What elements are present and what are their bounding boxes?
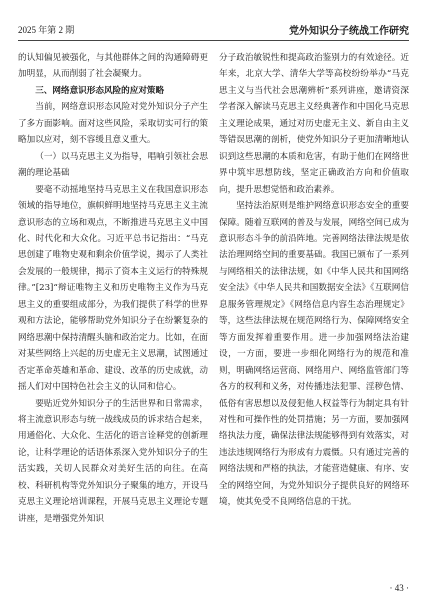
paragraph-continued: 的认知偏见被强化，与其他群体之间的沟通障碍更加明显，从而削弱了社会凝聚力。	[18, 53, 208, 80]
right-column	[219, 50, 409, 511]
section-heading: 三、网络意识形态风险的应对策略	[35, 85, 165, 96]
journal-title: 党外知识分子统战工作研究	[289, 26, 409, 37]
page-number: · 43 ·	[389, 583, 409, 593]
page-header	[18, 20, 409, 41]
paragraph: 要贴近党外知识分子的生活世界和日常需求，将主流意识形态与统一战线成员的诉求结合起来，用通俗化、大众化、生活化的语言诠释党的创新理论，让科学理论的话语体系深入党外知识分子的生活实践，关切人民群众对美好生活的向往。在高校、科研机构等党外知识分子聚集的地方，开设马克思主义理论培训课程，开展马克思主义理论专题讲座，是增强党外知识	[18, 398, 208, 524]
paragraph: 要毫不动摇地坚持马克思主义在我国意识形态领域的指导地位，旗帜鲜明地坚持马克思主义主流意识形态的立场和观点，不断推进马克思主义中国化、时代化和大众化。习近平总书记指出：“马克思创建了唯物史观和剩余价值学说，揭示了人类社会发展的一般规律，揭示了资本主义运行的特殊规律。”[23]“辩证唯物主义和历史唯物主义作为马克思主义的重要组成部分，为我们提供了科学的世界观和方法论，能够帮助党外知识分子在纷繁复杂的网络思潮中保持清醒头脑和政治定力。比如，在面对某些网络上兴起的历史虚无主义思潮，试图通过否定革命英雄和革命、建设、改革的历史成就，动摇人们对中国特色社会主义的认同和信心。	[18, 184, 208, 393]
paragraph: 当前，网络意识形态风险对党外知识分子产生了多方面影响。面对这些风险，采取切实可行的策略加以应对，刻不容缓且意义重大。	[18, 102, 208, 146]
subsection-heading: （一）以马克思主义为指导，唱响引领社会思潮的理论基础	[18, 151, 208, 179]
left-column	[18, 50, 208, 527]
paragraph-continued: 分子政治敏锐性和提高政治鉴别力的有效途径。近年来，北京大学、清华大学等高校纷纷举办“马克思主义与当代社会思潮辨析”系列讲座，邀请资深学者深入解读马克思主义经典著作和中国化马克思主义理论成果，通过对历史虚无主义、新自由主义等错误思潮的剖析，使党外知识分子更加清晰地认识到这些思潮的本质和危害，有助于他们在网络世界中筑牢思想防线，坚定正确政治方向和价值取向，提升思想觉悟和政治素养。	[219, 53, 409, 195]
paragraph: 坚持法治原则是维护网络意识形态安全的重要保障。随着互联网的普及与发展，网络空间已成为意识形态斗争的前沿阵地。完善网络法律法规是依法治理网络空间的重要基础。我国已颁布了一系列与网络相关的法律法规，如《中华人民共和国网络安全法》《中华人民共和国数据安全法》《互联网信息服务管理规定》《网络信息内容生态治理规定》等，这些法律法规在规范网络行为、保障网络安全等方面发挥着重要作用。进一步加强网络法治建设，一方面，要进一步细化网络行为的规范和准则，明确网络运营商、网络用户、网络监管部门等各方的权利和义务，对传播违法犯罪、淫秽色情、低俗有害思想以及侵犯他人权益等行为制定具有针对性和可操作性的处罚措施；另一方面，要加强网络执法力度，确保法律法规能够得到有效落实，对违法违规网络行为形成有力震慑。只有通过完善的网络法规和严格的执法，才能营造健康、有序、安全的网络空间，为党外知识分子提供良好的网络环境，使其免受不良网络信息的干扰。	[219, 201, 409, 508]
issue-label: 2025 年第 2 期	[18, 25, 75, 35]
